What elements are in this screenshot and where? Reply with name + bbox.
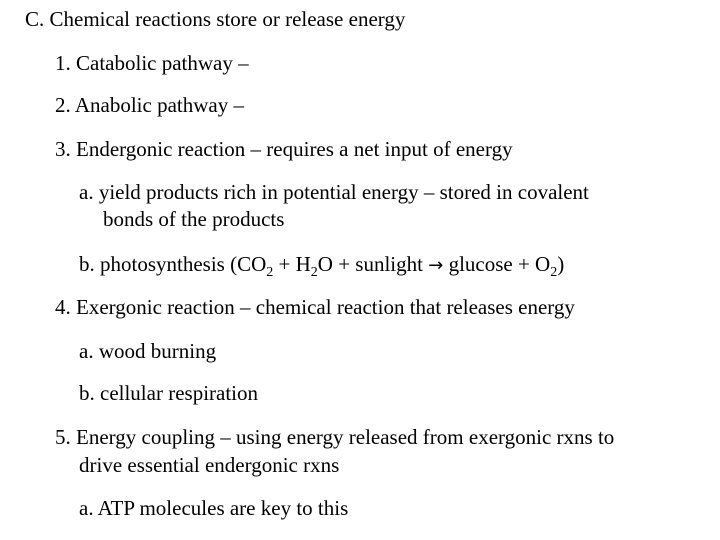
list-item-endergonic: 3. Endergonic reaction – requires a net input of energy — [55, 137, 513, 161]
right-arrow-icon: → — [428, 255, 444, 276]
photosynthesis-prefix: b. photosynthesis (CO — [79, 252, 267, 276]
subscript: 2 — [266, 265, 274, 280]
photosynthesis-mid: O + sunlight — [317, 252, 429, 276]
subscript: 2 — [310, 265, 318, 280]
subitem-photosynthesis — [79, 250, 564, 280]
photosynthesis-after: glucose + O — [443, 252, 551, 276]
list-item-coupling-line2: drive essential endergonic rxns — [79, 453, 340, 477]
list-item-coupling-line1: 5. Energy coupling – using energy released from exergonic rxns to — [55, 425, 615, 449]
subitem-coupling-a: a. ATP molecules are key to this — [79, 496, 349, 520]
list-item-catabolic: 1. Catabolic pathway – — [55, 51, 249, 75]
subitem-endergonic-a-line1: a. yield products rich in potential energy – stored in covalent — [79, 180, 589, 204]
section-heading: C. Chemical reactions store or release energy — [25, 7, 406, 31]
subitem-exergonic-b: b. cellular respiration — [79, 381, 259, 405]
subitem-exergonic-a: a. wood burning — [79, 339, 217, 363]
photosynthesis-suffix: ) — [557, 252, 565, 276]
list-item-exergonic: 4. Exergonic reaction – chemical reaction that releases energy — [55, 295, 575, 319]
subscript: 2 — [550, 265, 558, 280]
photosynthesis-plus: + H — [273, 252, 311, 276]
list-item-anabolic: 2. Anabolic pathway – — [55, 93, 244, 117]
subitem-endergonic-a-line2: bonds of the products — [103, 207, 285, 231]
